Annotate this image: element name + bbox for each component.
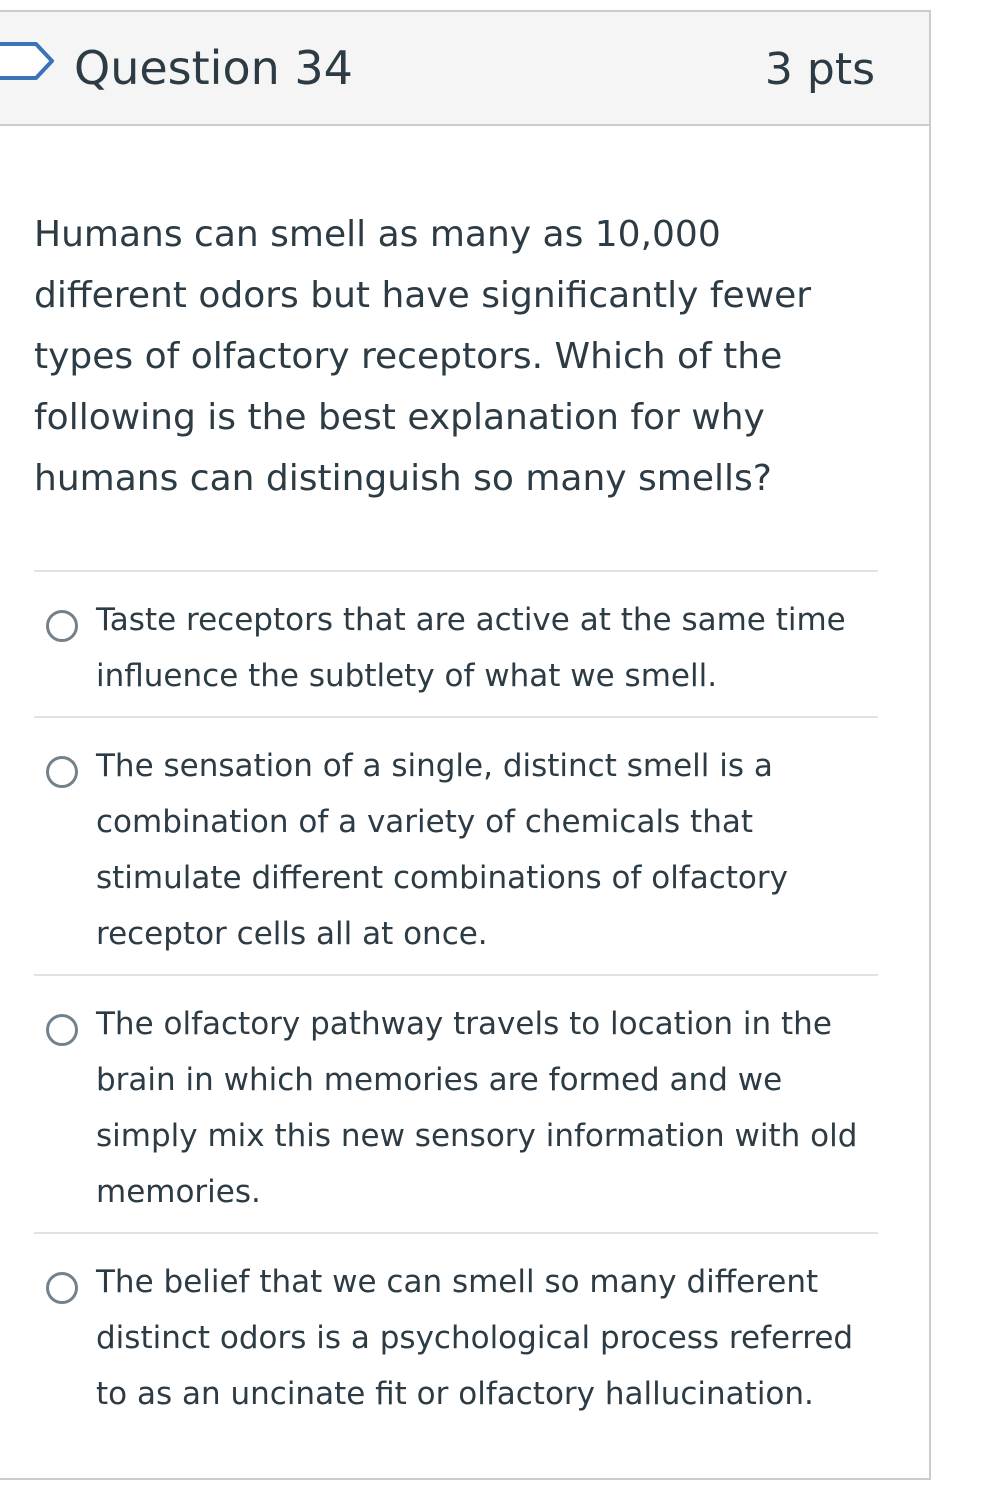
radio-unselected-icon[interactable] [46,610,78,642]
answer-option-2[interactable] [34,716,878,974]
radio-unselected-icon[interactable] [46,756,78,788]
answer-option-1[interactable] [34,570,878,716]
answer-label[interactable]: The sensation of a single, distinct smell is a combination of a variety of chemicals that stimulate different combinations of olfactory receptor cells all at once. [96,748,788,952]
question-points: 3 pts [764,44,875,95]
radio-unselected-icon[interactable] [46,1272,78,1304]
answer-label[interactable]: Taste receptors that are active at the same time influence the subtlety of what we smell. [96,602,846,694]
answer-option-3[interactable] [34,974,878,1232]
question-card [0,10,931,1480]
answer-option-4[interactable] [34,1232,878,1432]
radio-unselected-icon[interactable] [46,1014,78,1046]
answer-list [34,570,878,1432]
question-header [0,12,929,126]
flag-icon[interactable] [0,40,56,82]
question-title: Question 34 [74,41,353,95]
answer-label[interactable]: The belief that we can smell so many different distinct odors is a psychological process referred to as an uncinate fit or olfactory hallucination. [96,1264,854,1412]
answer-label[interactable]: The olfactory pathway travels to location in the brain in which memories are formed and we simply mix this new sensory information with old memories. [96,1006,858,1210]
question-text: Humans can smell as many as 10,000 different odors but have significantly fewer types of olfactory receptors. Which of the following is the best explanation for why humans can distinguish so many smells? [34,214,812,499]
